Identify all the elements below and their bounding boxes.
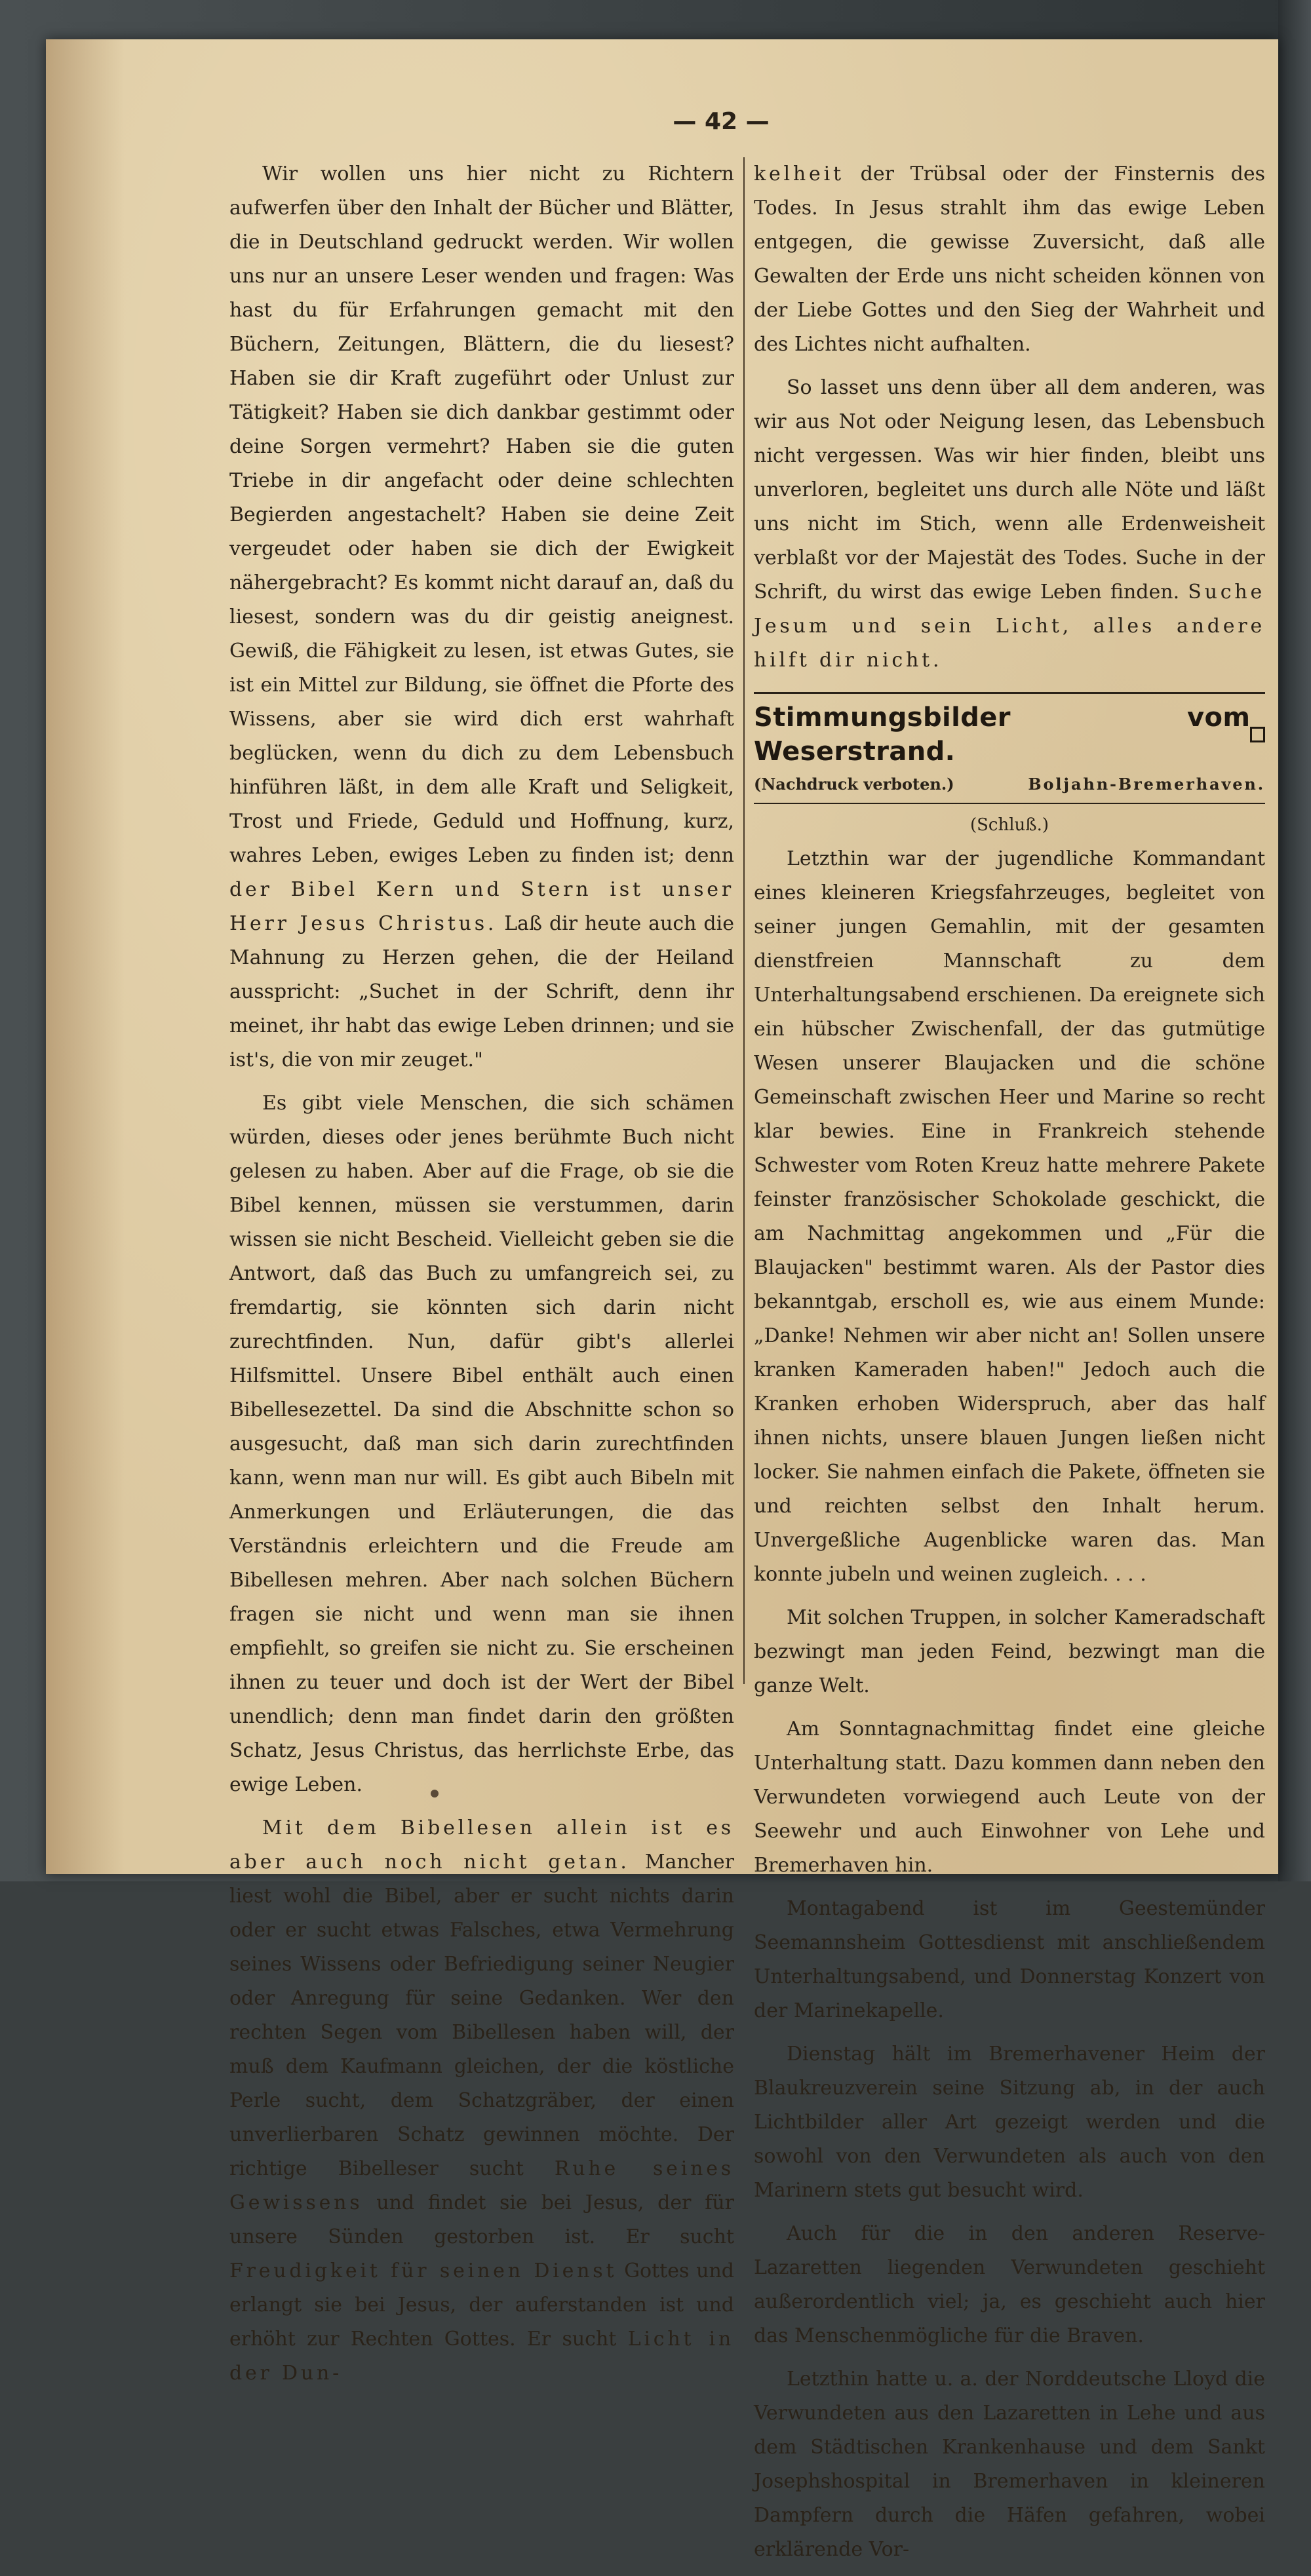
- emphasized-text: Ruhe seines Gewissens: [229, 2157, 735, 2214]
- emphasized-text: Freudigkeit für seinen Dienst: [229, 2259, 617, 2282]
- section-rule: [754, 692, 1265, 694]
- paragraph: Letzthin hatte u. a. der Norddeutsche Lloyd die Verwundeten aus den Lazaretten in Lehe und aus dem Städtischen Krankenhause und dem Sankt Josephshospital in Bremerhaven in kleineren Dampfern durch die Häfen gefahren, wobei erklärende Vor-: [754, 2368, 1265, 2561]
- page-number: — 42 —: [673, 108, 770, 135]
- paragraph-text: Mancher liest wohl die Bibel, aber er sucht nichts darin oder er sucht etwas Falsches, etwa Vermehrung seines Wissens oder Befriedigung seiner Neugier oder Anregung für seine Gedanken. Wer den rechten Segen vom Bibellesen haben will, der muß dem Kaufmann gleichen, der die köstliche Perle sucht, dem Schatzgräber, der einen unverlierbaren Schatz gewinnen möchte. Der richtige Bibelleser sucht: [229, 1851, 734, 2180]
- article-heading: [754, 701, 1265, 769]
- paragraph: Letzthin war der jugendliche Kommandant eines kleineren Kriegsfahrzeuges, begleitet von seiner jungen Gemahlin, mit der gesamten dienstfreien Mannschaft zu dem Unterhaltungsabend erschienen. Da ereignete sich ein hübscher Zwischenfall, der das gutmütige Wesen unserer Blaujacken und die schöne Gemeinschaft zwischen Heer und Marine so recht klar bewies. Eine in Frankreich stehende Schwester vom Roten Kreuz hatte mehrere Pakete feinster französischer Schokolade geschickt, die am Nachmittag angekommen und „Für die Blaujacken" bestimmt waren. Als der Pastor dies bekanntgab, erscholl es, wie aus einem Munde: „Danke! Nehmen wir aber nicht an! Sollen unsere kranken Kameraden haben!" Jedoch auch die Kranken erhoben Widerspruch, aber das half ihnen nichts, unsere blauen Jungen ließen nicht locker. Sie nahmen einfach die Pakete, öffneten sie und reichten selbst den Inhalt herum. Unvergeßliche Augenblicke waren das. Man konnte jubeln und weinen zugleich. . . .: [754, 847, 1265, 1586]
- paragraph-text: Laß dir heute auch die Mahnung zu Herzen gehen, die der Heiland ausspricht: „Suchet in der Schrift, denn ihr meinet, ihr habt das ewige Leben drinnen; und sie ist's, die von mir zeuget.": [229, 912, 734, 1071]
- emphasized-text: Mit dem Bibellesen allein ist es aber auch noch nicht getan.: [229, 1817, 734, 1874]
- paragraph: Dienstag hält im Bremerhavener Heim der Blaukreuzverein seine Sitzung ab, in der auch Lichtbilder aller Art gezeigt werden und die sowohl von den Verwundeten als auch von den Marinern stets gut besucht wird.: [754, 2043, 1265, 2202]
- paragraph: [229, 157, 734, 1077]
- paragraph: Mit solchen Truppen, in solcher Kameradschaft bezwingt man jeden Feind, bezwingt man die ganze Welt.: [754, 1606, 1265, 1697]
- paragraph-text: So lasset uns denn über all dem anderen, was wir aus Not oder Neigung lesen, das Lebensbuch nicht vergessen. Was wir hier finden, bleibt uns unverloren, begleitet uns durch alle Nöte und läßt uns nicht im Stich, wenn alle Erdenweisheit verblaßt vor der Majestät des Todes. Suche in der Schrift, du wirst das ewige Leben finden.: [754, 376, 1265, 604]
- paragraph: Montagabend ist im Geestemünder Seemannsheim Gottesdienst mit anschließendem Unterhaltungsabend, und Donnerstag Konzert von der Marinekapelle.: [754, 1897, 1265, 2022]
- square-ornament-icon: [1250, 727, 1265, 742]
- section-rule: [754, 803, 1265, 804]
- article-title: Stimmungsbilder vom Weserstrand.: [754, 702, 1251, 767]
- paragraph: [229, 1811, 734, 2391]
- paragraph: Am Sonntagnachmittag findet eine gleiche Unterhaltung statt. Dazu kommen dann neben den Verwundeten vorwiegend auch Leute von der Seewehr und auch Einwohner von Lehe und Bremerhaven hin.: [754, 1718, 1265, 1877]
- binding-edge: [1278, 0, 1311, 1881]
- paragraph: [754, 157, 1265, 362]
- reprint-notice: (Nachdruck verboten.): [754, 775, 954, 794]
- ink-spot: [431, 1790, 439, 1797]
- article-meta: [754, 771, 1265, 798]
- paragraph-text: Wir wollen uns hier nicht zu Richtern aufwerfen über den Inhalt der Bücher und Blätter, die in Deutschland gedruckt werden. Wir wollen uns nur an unsere Leser wenden und fragen: Was hast du für Erfahrungen gemacht mit den Büchern, Zeitungen, Blättern, die du liesest? Haben sie dir Kraft zugeführt oder Unlust zur Tätigkeit? Haben sie dich dankbar gestimmt oder deine Sorgen vermehrt? Haben sie die guten Triebe in dir angefacht oder deine schlechten Begierden angestachelt? Haben sie deine Zeit vergeudet oder haben sie dich der Ewigkeit nähergebracht? Es kommt nicht darauf an, daß du liesest, sondern was du dir geistig aneignest. Gewiß, die Fähigkeit zu lesen, ist etwas Gutes, sie ist ein Mittel zur Bildung, sie öffnet die Pforte des Wissens, aber sie wird dich erst wahrhaft beglücken, wenn du dich zu dem Lebensbuch hinführen läßt, in dem alle Kraft und Seligkeit, Trost und Friede, Geduld und Hoffnung, kurz, wahres Leben, ewiges Leben zu finden ist; denn: [229, 163, 734, 867]
- emphasized-text: Suche Jesum und sein Licht, alles andere hilft dir nicht.: [754, 581, 1266, 672]
- paragraph: Es gibt viele Menschen, die sich schämen würden, dieses oder jenes berühmte Buch nicht gelesen zu haben. Aber auf die Frage, ob sie die Bibel kennen, müssen sie verstummen, darin wissen sie nicht Bescheid. Vielleicht geben sie die Antwort, daß das Buch zu umfangreich sei, zu fremdartig, sie könnten sich darin nicht zurechtfinden. Nun, dafür gibt's allerlei Hilfsmittel. Unsere Bibel enthält auch einen Bibellesezettel. Da sind die Abschnitte schon so ausgesucht, daß man sich darin zurechtfinden kann, wenn man nur will. Es gibt auch Bibeln mit Anmerkungen und Erläuterungen, die das Verständnis erleichtern und die Freude am Bibellesen mehren. Aber nach solchen Büchern fragen sie nicht und wenn man sie ihnen empfiehlt, so greifen sie nicht zu. Sie erscheinen ihnen zu teuer und doch ist der Wert der Bibel unendlich; denn man findet darin den größten Schatz, Jesus Christus, das herrlichste Erbe, das ewige Leben.: [229, 1092, 734, 1796]
- paragraph: Auch für die in den anderen Reserve-Lazaretten liegenden Verwundeten geschieht außerordentlich viel; ja, es geschieht auch hier das Menschenmögliche für die Braven.: [754, 2222, 1265, 2347]
- article-subhead: (Schluß.): [969, 815, 1049, 835]
- emphasized-text: kelheit: [754, 163, 844, 185]
- paragraph-text: der Trübsal oder der Finsternis des Todes. In Jesus strahlt ihm das ewige Leben entgegen, die gewisse Zuversicht, daß alle Gewalten der Erde uns nicht scheiden können von der Liebe Gottes und den Sieg der Wahrheit und des Lichtes nicht aufhalten.: [754, 163, 1265, 356]
- paragraph: [754, 371, 1265, 678]
- emphasized-text: Licht in der Dun-: [229, 2328, 734, 2385]
- column-divider: [743, 157, 745, 1684]
- right-column: [754, 157, 1265, 2576]
- paragraph-text: Gottes und erlangt sie bei Jesus, der auferstanden ist und erhöht zur Rechten Gottes. Er sucht: [229, 2259, 734, 2351]
- left-column: [229, 157, 734, 2400]
- paragraph-text: und findet sie bei Jesus, der für unsere Sünden gestorben ist. Er sucht: [229, 2191, 734, 2248]
- emphasized-text: der Bibel Kern und Stern ist unser Herr Jesus Christus.: [229, 878, 734, 935]
- author: Boljahn-Bremerhaven.: [1028, 775, 1265, 794]
